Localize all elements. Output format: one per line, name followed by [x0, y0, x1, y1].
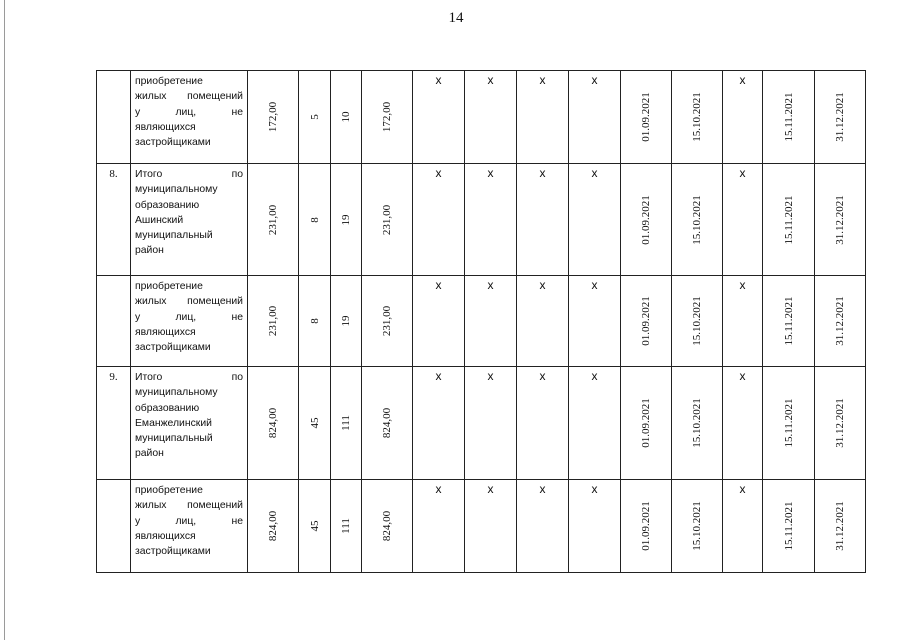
count-1-cell: [299, 480, 331, 573]
description-line: у лиц, не: [135, 311, 243, 323]
mark-2-cell: [465, 276, 517, 367]
mark-5-cell: [723, 164, 763, 276]
description-line: являющихся: [135, 530, 196, 542]
mark-5-cell-value: x: [739, 369, 746, 383]
mark-3-cell: [517, 71, 569, 164]
mark-5-cell-value: x: [739, 166, 746, 180]
amount-cell: [362, 164, 413, 276]
date-4-cell-value: 31.12.2021: [834, 398, 846, 448]
description-line: Итого по: [135, 372, 243, 383]
description-line: застройщиками: [135, 546, 211, 558]
amount-cell-value: 231,00: [381, 305, 393, 337]
count-2-cell: [331, 164, 362, 276]
count-1-cell-value: 8: [308, 216, 321, 223]
mark-2-cell-value: x: [487, 482, 494, 496]
total-cell-value: 824,00: [267, 407, 279, 439]
mark-1-cell: [413, 276, 465, 367]
mark-4-cell: [569, 164, 621, 276]
mark-4-cell: [569, 71, 621, 164]
count-1-cell-value: 45: [308, 417, 321, 429]
mark-3-cell-value: x: [539, 166, 546, 180]
date-4-cell-value: 31.12.2021: [834, 92, 846, 142]
row-number-cell: [97, 480, 131, 573]
date-3-cell: [763, 276, 815, 367]
date-2-cell: [672, 367, 723, 480]
mark-1-cell-value: x: [435, 369, 442, 383]
amount-cell-value: 172,00: [381, 101, 393, 133]
table-row: [97, 71, 866, 164]
mark-3-cell-value: x: [539, 73, 546, 87]
count-1-cell-value: 5: [308, 114, 321, 120]
mark-3-cell: [517, 367, 569, 480]
description-line: являющихся: [135, 121, 196, 133]
date-2-cell-value: 15.10.2021: [691, 194, 703, 245]
row-number-cell: [97, 276, 131, 367]
date-3-cell-value: 15.11.2021: [782, 398, 795, 448]
description-line: муниципальному: [135, 387, 218, 399]
description-cell: [131, 480, 248, 573]
description-cell: [131, 71, 248, 164]
amount-cell-value: 231,00: [381, 204, 393, 235]
mark-5-cell-value: x: [739, 278, 746, 292]
count-1-cell: [299, 276, 331, 367]
mark-1-cell: [413, 480, 465, 573]
amount-cell: [362, 367, 413, 480]
date-4-cell-value: 31.12.2021: [834, 194, 846, 245]
mark-3-cell-value: x: [539, 369, 546, 383]
mark-3-cell-value: x: [539, 278, 546, 292]
date-3-cell-value: 15.11.2021: [782, 92, 795, 142]
date-1-cell-value: 01.09.2021: [640, 398, 652, 448]
date-2-cell: [672, 276, 723, 367]
mark-4-cell-value: x: [591, 278, 598, 292]
description-line: застройщиками: [135, 342, 211, 354]
description-line: у лиц, не: [135, 106, 243, 118]
total-cell: [248, 164, 299, 276]
table-row: [97, 367, 866, 480]
program-table: [96, 70, 866, 573]
mark-4-cell-value: x: [591, 166, 598, 180]
amount-cell: [362, 480, 413, 573]
total-cell: [248, 276, 299, 367]
amount-cell-value: 824,00: [381, 510, 393, 542]
mark-2-cell: [465, 367, 517, 480]
date-2-cell-value: 15.10.2021: [691, 296, 703, 346]
count-1-cell-value: 45: [308, 520, 321, 532]
date-1-cell: [621, 164, 672, 276]
mark-1-cell-value: x: [435, 166, 442, 180]
mark-3-cell: [517, 480, 569, 573]
count-2-cell: [331, 276, 362, 367]
count-2-cell: [331, 71, 362, 164]
mark-5-cell: [723, 367, 763, 480]
description-line: район: [135, 448, 164, 460]
mark-2-cell: [465, 164, 517, 276]
date-3-cell: [763, 480, 815, 573]
total-cell: [248, 367, 299, 480]
mark-4-cell: [569, 276, 621, 367]
date-3-cell-value: 15.11.2021: [782, 296, 795, 346]
description-cell: [131, 164, 248, 276]
date-3-cell-value: 15.11.2021: [782, 501, 795, 551]
count-2-cell-value: 111: [340, 518, 352, 534]
mark-2-cell-value: x: [487, 278, 494, 292]
date-1-cell: [621, 480, 672, 573]
total-cell-value: 231,00: [267, 305, 279, 337]
mark-3-cell: [517, 164, 569, 276]
date-2-cell: [672, 71, 723, 164]
date-4-cell: [815, 164, 866, 276]
description-line: муниципальный: [135, 433, 213, 445]
total-cell-value: 172,00: [267, 101, 279, 133]
date-4-cell: [815, 276, 866, 367]
description-line: приобретение: [135, 76, 203, 87]
date-1-cell-value: 01.09.2021: [640, 194, 652, 245]
amount-cell-value: 824,00: [381, 407, 393, 439]
table-row: [97, 480, 866, 573]
mark-2-cell-value: x: [487, 166, 494, 180]
count-1-cell: [299, 164, 331, 276]
description-line: муниципальный: [135, 230, 213, 242]
description-line: у лиц, не: [135, 515, 243, 527]
row-number-cell: 9.: [97, 367, 131, 480]
count-1-cell-value: 8: [308, 318, 321, 324]
date-4-cell: [815, 367, 866, 480]
description-line: жилых помещений: [135, 296, 243, 308]
mark-1-cell-value: x: [435, 278, 442, 292]
mark-5-cell: [723, 480, 763, 573]
count-2-cell: [331, 480, 362, 573]
description-line: муниципальному: [135, 184, 218, 196]
mark-5-cell: [723, 276, 763, 367]
date-2-cell-value: 15.10.2021: [691, 398, 703, 448]
description-line: образованию: [135, 199, 200, 211]
mark-2-cell: [465, 480, 517, 573]
amount-cell: [362, 276, 413, 367]
mark-5-cell: [723, 71, 763, 164]
mark-4-cell-value: x: [591, 482, 598, 496]
date-1-cell: [621, 71, 672, 164]
description-line: являющихся: [135, 326, 196, 338]
description-line: приобретение: [135, 281, 203, 292]
mark-2-cell-value: x: [487, 369, 494, 383]
count-1-cell: [299, 367, 331, 480]
mark-4-cell-value: x: [591, 73, 598, 87]
date-4-cell: [815, 480, 866, 573]
amount-cell: [362, 71, 413, 164]
date-1-cell-value: 01.09.2021: [640, 296, 652, 346]
mark-4-cell-value: x: [591, 369, 598, 383]
total-cell: [248, 480, 299, 573]
date-1-cell-value: 01.09.2021: [640, 501, 652, 551]
mark-1-cell: [413, 367, 465, 480]
mark-5-cell-value: x: [739, 482, 746, 496]
page-edge-line: [4, 0, 5, 640]
description-line: Еманжелинский: [135, 417, 212, 429]
date-3-cell: [763, 367, 815, 480]
mark-1-cell: [413, 71, 465, 164]
description-line: район: [135, 245, 164, 257]
count-2-cell-value: 10: [340, 111, 352, 123]
description-cell: [131, 276, 248, 367]
row-number-cell: [97, 71, 131, 164]
count-2-cell-value: 111: [340, 415, 352, 431]
mark-1-cell-value: x: [435, 482, 442, 496]
date-4-cell-value: 31.12.2021: [834, 296, 846, 346]
table-row: [97, 276, 866, 367]
description-line: жилых помещений: [135, 91, 243, 103]
row-number-cell: 8.: [97, 164, 131, 276]
mark-2-cell-value: x: [487, 73, 494, 87]
table-row: [97, 164, 866, 276]
count-2-cell-value: 19: [340, 214, 352, 225]
date-2-cell: [672, 480, 723, 573]
mark-3-cell: [517, 276, 569, 367]
mark-1-cell-value: x: [435, 73, 442, 87]
mark-5-cell-value: x: [739, 73, 746, 87]
date-3-cell: [763, 164, 815, 276]
mark-4-cell: [569, 367, 621, 480]
date-4-cell-value: 31.12.2021: [834, 501, 846, 551]
description-line: приобретение: [135, 485, 203, 496]
count-1-cell: [299, 71, 331, 164]
total-cell: [248, 71, 299, 164]
date-3-cell-value: 15.11.2021: [782, 194, 795, 245]
date-2-cell: [672, 164, 723, 276]
date-2-cell-value: 15.10.2021: [691, 92, 703, 142]
description-cell: [131, 367, 248, 480]
mark-3-cell-value: x: [539, 482, 546, 496]
date-3-cell: [763, 71, 815, 164]
description-line: застройщиками: [135, 137, 211, 149]
count-2-cell-value: 19: [340, 315, 352, 327]
mark-2-cell: [465, 71, 517, 164]
total-cell-value: 231,00: [267, 204, 279, 235]
count-2-cell: [331, 367, 362, 480]
date-1-cell: [621, 276, 672, 367]
mark-1-cell: [413, 164, 465, 276]
description-line: образованию: [135, 402, 200, 414]
table-body: [97, 71, 866, 573]
date-1-cell-value: 01.09.2021: [640, 92, 652, 142]
description-line: Итого по: [135, 169, 243, 180]
description-line: жилых помещений: [135, 500, 243, 512]
date-1-cell: [621, 367, 672, 480]
mark-4-cell: [569, 480, 621, 573]
total-cell-value: 824,00: [267, 510, 279, 542]
page-number: 14: [448, 10, 464, 26]
description-line: Ашинский: [135, 214, 184, 226]
date-2-cell-value: 15.10.2021: [691, 501, 703, 551]
date-4-cell: [815, 71, 866, 164]
